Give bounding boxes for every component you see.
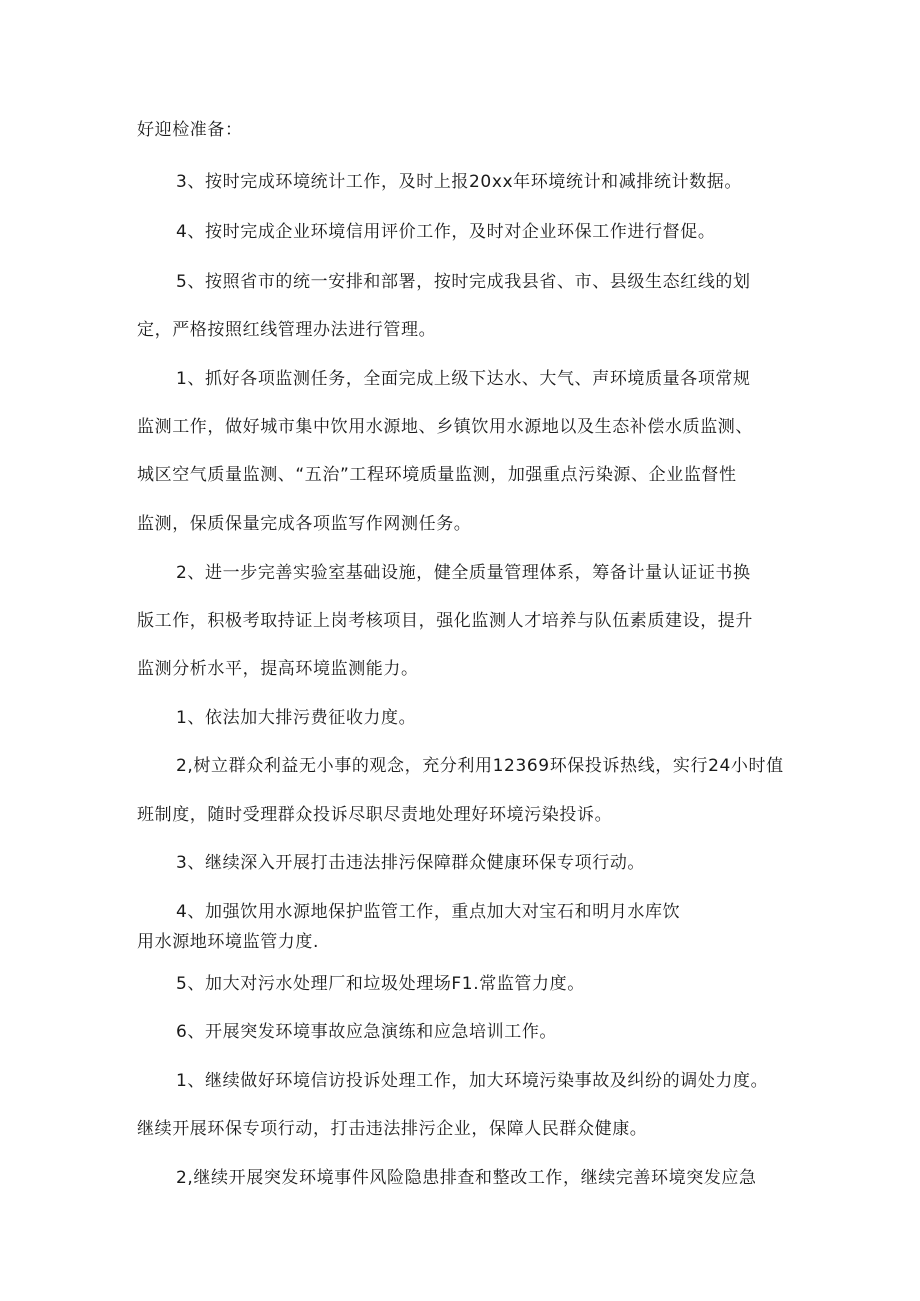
text-line: 城区空气质量监测、“五治”工程环境质量监测，加强重点污染源、企业监督性 xyxy=(137,465,737,485)
text-line: 3、按时完成环境统计工作，及时上报20xx年环境统计和减排统计数据。 xyxy=(176,172,742,192)
text-line: 1、依法加大排污费征收力度。 xyxy=(176,708,417,728)
text-line: 班制度，随时受理群众投诉尽职尽责地处理好环境污染投诉。 xyxy=(137,805,613,825)
text-line: 4、加强饮用水源地保护监管工作，重点加大对宝石和明月水库饮 xyxy=(176,902,681,922)
text-line: 监测工作，做好城市集中饮用水源地、乡镇饮用水源地以及生态补偿水质监测、 xyxy=(137,417,753,437)
text-line: 好迎检准备： xyxy=(137,120,243,140)
text-line: 1、继续做好环境信访投诉处理工作，加大环境污染事故及纠纷的调处力度。 xyxy=(176,1071,769,1091)
text-line: 定，严格按照红线管理办法进行管理。 xyxy=(137,320,437,340)
text-line: 6、开展突发环境事故应急演练和应急培训工作。 xyxy=(176,1022,558,1042)
text-line: 3、继续深入开展打击违法排污保障群众健康环保专项行动。 xyxy=(176,853,646,873)
text-line: 继续开展环保专项行动，打击违法排污企业，保障人民群众健康。 xyxy=(137,1119,648,1139)
text-line: 1、抓好各项监测任务，全面完成上级下达水、大气、声环境质量各项常规 xyxy=(176,369,751,389)
text-line: 2,树立群众利益无小事的观念，充分利用12369环保投诉热线，实行24小时值 xyxy=(176,756,784,776)
text-line: 用水源地环境监管力度. xyxy=(137,932,320,952)
text-line: 2、进一步完善实验室基础设施，健全质量管理体系，筹备计量认证证书换 xyxy=(176,563,751,583)
text-line: 4、按时完成企业环境信用评价工作，及时对企业环保工作进行督促。 xyxy=(176,222,716,242)
text-line: 2,继续开展突发环境事件风险隐患排查和整改工作，继续完善环境突发应急 xyxy=(176,1168,757,1188)
text-line: 5、按照省市的统一安排和部署，按时完成我县省、市、县级生态红线的划 xyxy=(176,272,751,292)
text-line: 监测，保质保量完成各项监写作网测任务。 xyxy=(137,514,472,534)
text-line: 版工作，积极考取持证上岗考核项目，强化监测人才培养与队伍素质建设，提升 xyxy=(137,611,753,631)
text-line: 监测分析水平，提高环境监测能力。 xyxy=(137,659,419,679)
text-line: 5、加大对污水处理厂和垃圾处理场F1.常监管力度。 xyxy=(176,974,585,994)
